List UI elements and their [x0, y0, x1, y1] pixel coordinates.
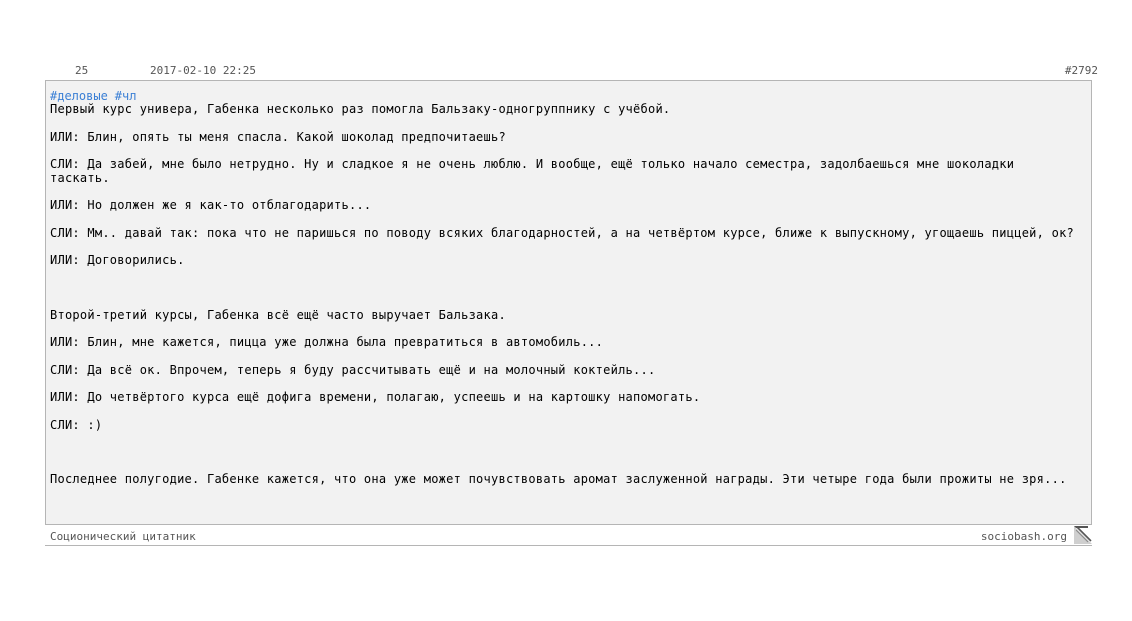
tag-link[interactable]: #деловые [50, 89, 108, 103]
quote-blank-line [50, 282, 1081, 309]
quote-number-link[interactable]: #2792 [1064, 64, 1098, 77]
quote-text [50, 103, 1081, 487]
quote-line: ИЛИ: Но должен же я как-то отблагодарить... [50, 198, 372, 212]
quote-line: ИЛИ: Блин, опять ты меня спасла. Какой шоколад предпочитаешь? [50, 129, 506, 144]
quote-line: Второй-третий курсы, Габенка всё ещё часто выручает Бальзака. [50, 307, 506, 322]
quote-line: СЛИ: Да всё ок. Впрочем, теперь я буду рассчитывать ещё и на молочный коктейль... [50, 362, 656, 377]
site-url[interactable]: sociobash.org [980, 530, 1067, 543]
tag-link[interactable]: #чл [114, 89, 137, 103]
dog-ear-corner-icon[interactable] [1074, 526, 1092, 544]
quote-tags [50, 89, 1081, 103]
quote-line: Последнее полугодие. Габенке кажется, что она уже может почувствовать аромат заслуженной награды. Эти четыре года были прожиты не зря... [50, 472, 1067, 486]
quote-footer [45, 526, 1092, 546]
quote-line: Первый курс универа, Габенка несколько раз помогла Бальзаку-одногруппнику с учёбой. [50, 102, 671, 116]
quote-date: 2017-02-10 22:25 [150, 64, 256, 77]
quote-body [45, 80, 1092, 525]
quote-line: СЛИ: :) [50, 417, 103, 432]
quote-line: ИЛИ: Блин, мне кажется, пицца уже должна была превратиться в автомобиль... [50, 335, 604, 349]
quote-line: ИЛИ: Договорились. [50, 253, 185, 267]
quote-rating: 25 [75, 64, 89, 77]
quote-blank-line [50, 446, 1081, 473]
quote-meta [45, 64, 1098, 80]
quote-line: ИЛИ: До четвёртого курса ещё дофига времени, полагаю, успеешь и на картошку напомогать. [50, 390, 701, 404]
quote-line: СЛИ: Да забей, мне было нетрудно. Ну и сладкое я не очень люблю. И вообще, ещё только начало семестра, задолбаешься мне шоколадки таскать. [50, 157, 1022, 185]
site-title: Соционический цитатник [50, 530, 196, 543]
quote-line: СЛИ: Мм.. давай так: пока что не паришься по поводу всяких благодарностей, а на четвёртом курсе, ближе к выпускному, угощаешь пиццей, ок? [50, 225, 1075, 240]
